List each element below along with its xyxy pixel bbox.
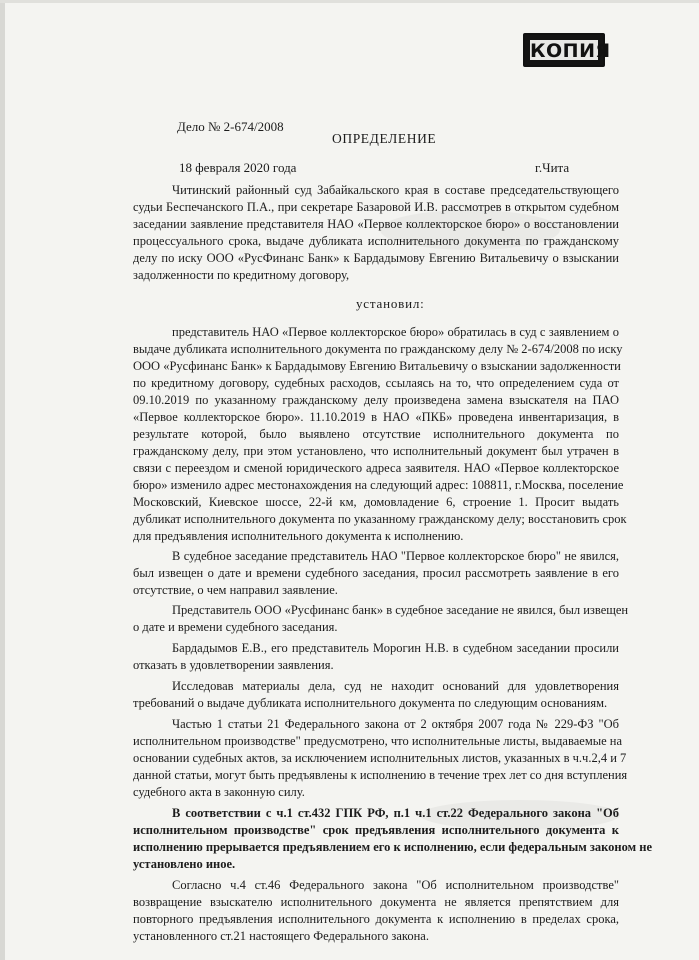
body-line: Частью 1 статьи 21 Федерального закона от 2 октября 2007 года № 229-ФЗ "Об [172, 717, 619, 731]
body-line: данной статьи, могут быть предъявлены к исполнению в течение трех лет со дня вступления [133, 768, 628, 782]
body-line: исполнительном производстве" срок предъявления исполнительного документа к [133, 823, 619, 837]
body-line: «Первое коллекторское бюро». 11.10.2019 в НАО «ПКБ» проведена инвентаризация, в [133, 410, 619, 424]
body-line: основании судебных актов, за исключением исполнительных листов, указанных в ч.ч.2,4 и 7 [133, 751, 627, 765]
body-line: 09.10.2019 по указанному гражданскому делу произведена замена взыскателя на ПАО [133, 393, 619, 407]
body-line: результате которой, было выявлено отсутствие исполнительного документа по [133, 427, 619, 441]
body-line: отказать в удовлетворении заявления. [133, 658, 334, 672]
body-line: по кредитному договору, судебных расходов, ссылаясь на то, что определением суда от [133, 376, 619, 390]
intro-line: заседании заявление представителя НАО «Первое коллекторское бюро» о восстановлении [133, 217, 619, 231]
body-line: представитель НАО «Первое коллекторское бюро» обратилась в суд с заявлением о [172, 325, 619, 339]
body-line: требований о выдаче дубликата исполнительного документа по следующим основаниям. [133, 696, 608, 710]
body-line: В судебное заседание представитель НАО "Первое коллекторское бюро" не явился, [172, 549, 619, 563]
body-line: установлено иное. [133, 857, 236, 871]
intro-line: делу по иску ООО «РусФинанс Банк» к Бардадымову Евгению Витальевичу о взыскании [133, 251, 619, 265]
intro-line: задолженности по кредитному договору, [133, 268, 350, 282]
body-line: судебного акта в законную силу. [133, 785, 305, 799]
body-line: Представитель ООО «Русфинанс банк» в судебное заседание не явился, был извещен [172, 603, 629, 617]
body-line: отсутствие, о чем направил заявление. [133, 583, 338, 597]
case-number: Дело № 2-674/2008 [177, 119, 284, 134]
document-city: г.Чита [535, 160, 570, 175]
body-line: бюро» изменило адрес местонахождения на следующий адрес: 108811, г.Москва, поселение [133, 478, 624, 492]
body-line: Бардадымов Е.В., его представитель Морогин Н.В. в судебном заседании просили [172, 641, 619, 655]
document-title: ОПРЕДЕЛЕНИЕ [332, 131, 437, 146]
body-line: связи с переездом и сменой юридического адреса заявителя. НАО «Первое коллекторское [133, 461, 619, 475]
intro-line: судьи Беспечанского П.А., при секретаре Базаровой И.В. рассмотрев в открытом судебном [133, 200, 619, 214]
scan-edge [0, 0, 5, 960]
document-date: 18 февраля 2020 года [179, 160, 297, 175]
body-line: В соответствии с ч.1 ст.432 ГПК РФ, п.1 ч.1 ст.22 Федерального закона "Об [172, 806, 619, 820]
copy-stamp: КОПИЯ [523, 33, 605, 67]
intro-line: Читинский районный суд Забайкальского края в составе председательствующего [172, 183, 619, 197]
established-heading: установил: [356, 296, 425, 311]
body-line: дубликат исполнительного документа по указанному гражданскому делу; восстановить срок [133, 512, 627, 526]
body-line: установленного ст.21 настоящего Федерального закона. [133, 929, 429, 943]
body-line: ООО «Русфинанс Банк» к Бардадымову Евгению Витальевичу о взыскании задолженности [133, 359, 621, 373]
body-line: выдаче дубликата исполнительного документа по гражданскому делу № 2-674/2008 по иску [133, 342, 623, 356]
body-line: был извещен о дате и времени судебного заседания, просил рассмотреть заявление в его [133, 566, 619, 580]
body-line: повторного предъявления исполнительного документа к исполнению в пределах срока, [133, 912, 619, 926]
body-line: гражданскому делу, при этом установлено, что исполнительный документ был утрачен в [133, 444, 619, 458]
body-line: о дате и времени судебного заседания. [133, 620, 338, 634]
body-line: Исследовав материалы дела, суд не находит оснований для удовлетворения [172, 679, 619, 693]
scan-edge-top [0, 0, 699, 3]
body-line: Московский, Киевское шоссе, 22-й км, домовладение 6, строение 1. Просит выдать [133, 495, 619, 509]
body-line: возвращение взыскателю исполнительного документа не является препятствием для [133, 895, 619, 909]
body-line: исполнению прерывается предъявлением его к исполнению, если федеральным законом не [133, 840, 653, 854]
intro-line: процессуального срока, выдаче дубликата исполнительного документа по гражданскому [133, 234, 619, 248]
body-line: Согласно ч.4 ст.46 Федерального закона "Об исполнительном производстве" [172, 878, 619, 892]
body-line: для предъявления исполнительного документа к исполнению. [133, 529, 464, 543]
body-line: исполнительном производстве" предусмотрено, что исполнительные листы, выдаваемые на [133, 734, 623, 748]
